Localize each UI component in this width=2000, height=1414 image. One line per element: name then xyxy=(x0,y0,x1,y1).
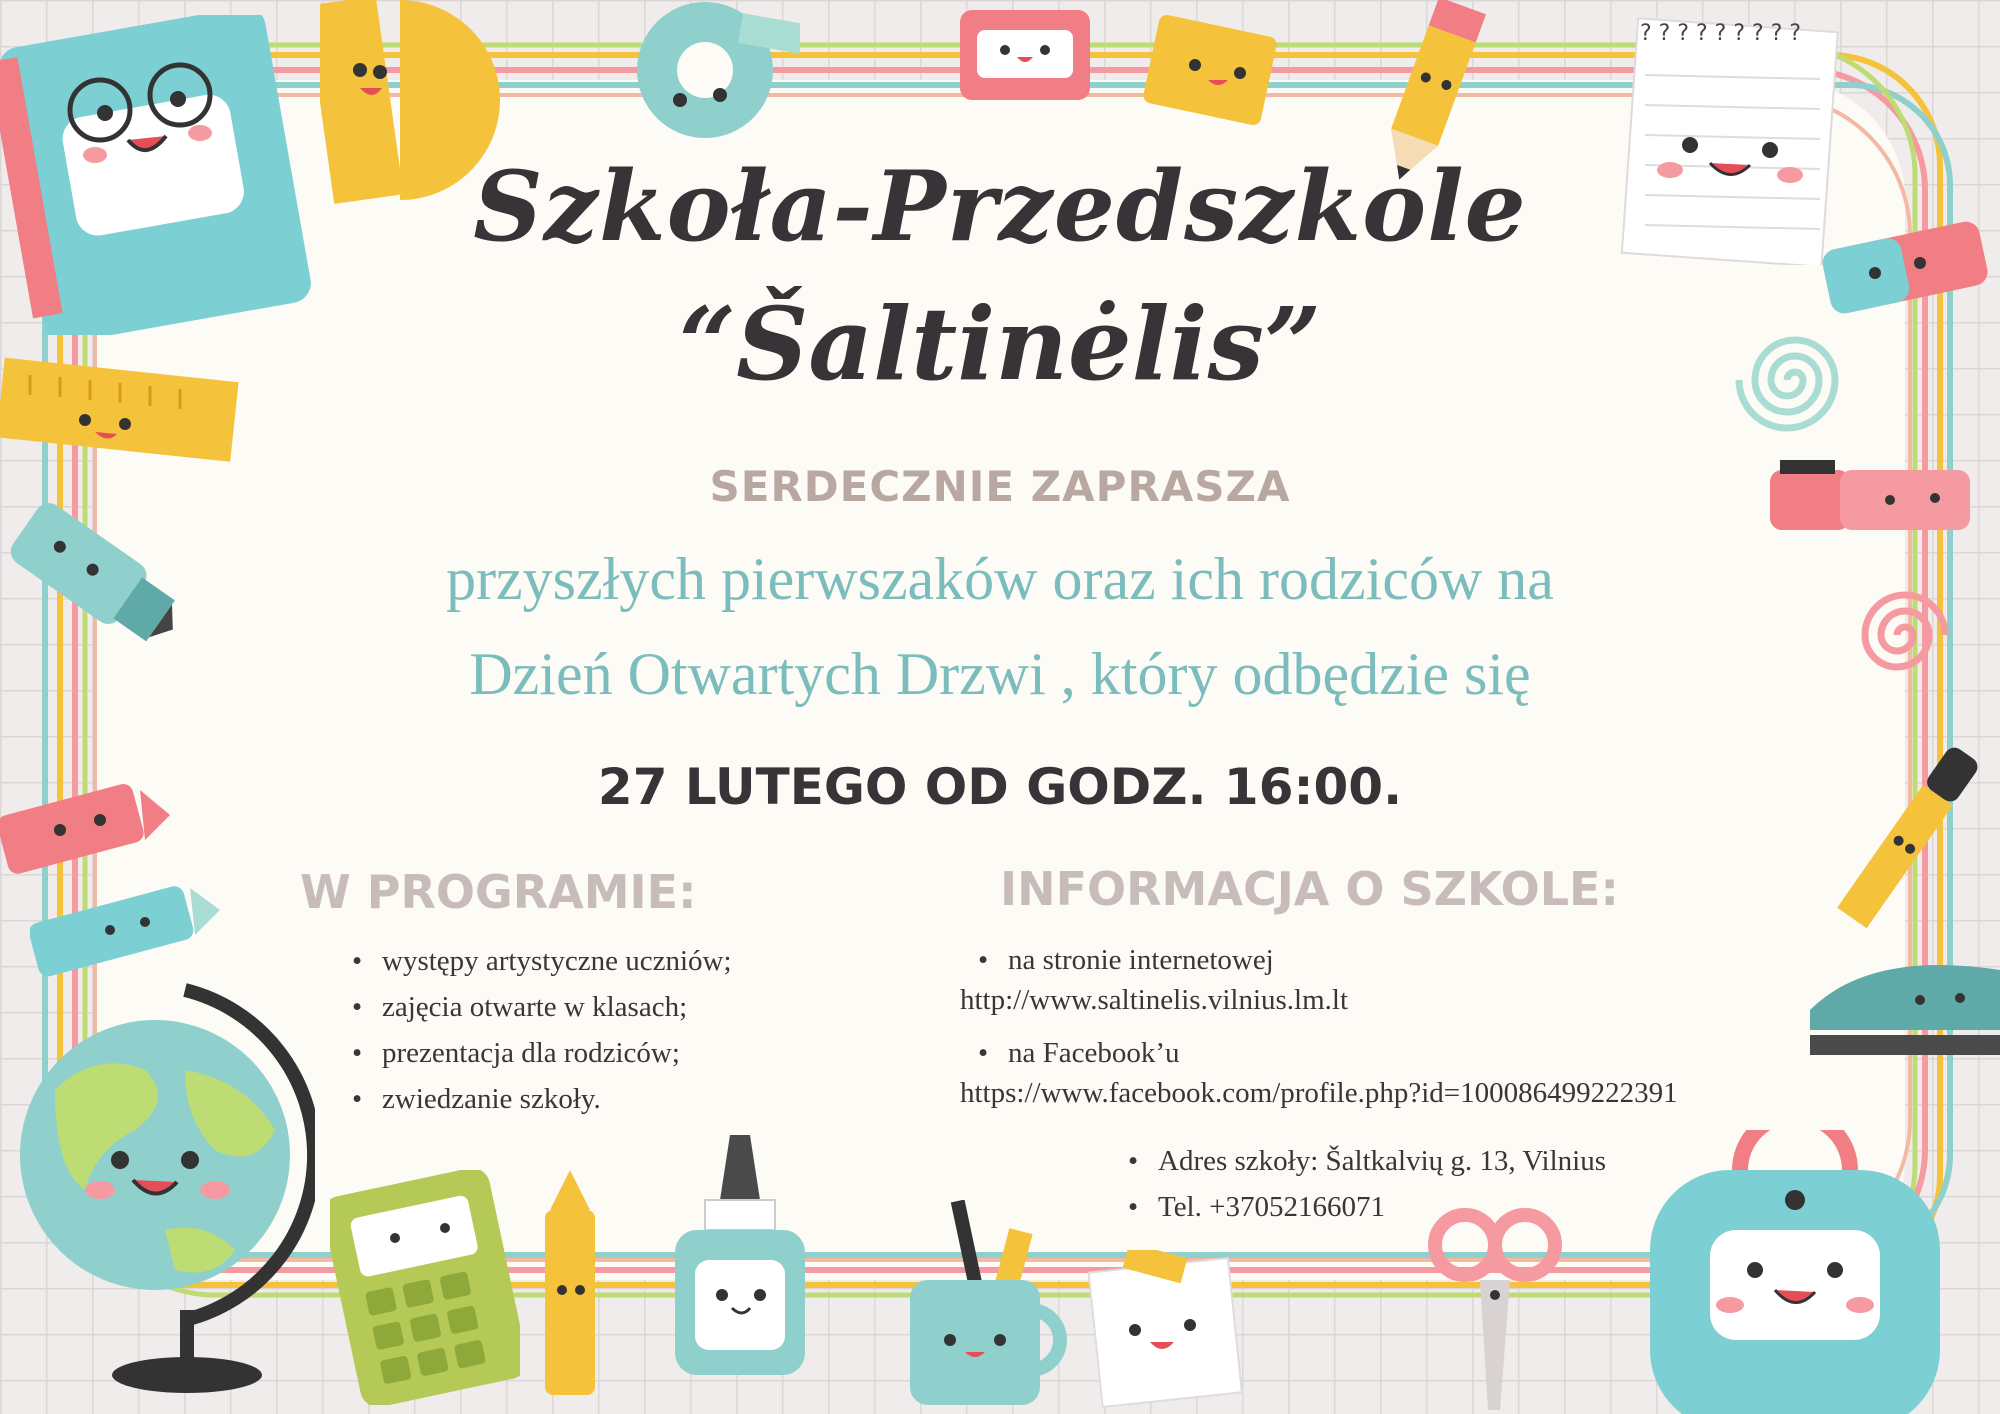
school-address: • Adres szkoły: Šaltkalvių g. 13, Vilnius xyxy=(1128,1138,1688,1184)
crayon-icon xyxy=(30,870,220,980)
crayon-icon xyxy=(530,1170,610,1400)
marker-icon xyxy=(1770,450,1990,550)
invite-heading: SERDECZNIE ZAPRASZA xyxy=(709,462,1291,511)
website-label-list xyxy=(978,937,1478,983)
stapler-icon xyxy=(1800,950,2000,1080)
notebook-icon xyxy=(0,15,330,335)
eraser-icon xyxy=(1140,5,1290,135)
tape-icon xyxy=(620,0,800,150)
glue-icon xyxy=(660,1130,820,1380)
invite-text-line1: przyszłych pierwszaków oraz ich rodziców na xyxy=(446,546,1554,612)
globe-icon xyxy=(15,980,315,1400)
info-heading: INFORMACJA O SZKOLE: xyxy=(1000,862,1619,916)
website-label: • na stronie internetowej xyxy=(978,937,1478,983)
notepad-icon xyxy=(1620,15,1840,265)
program-item: • występy artystyczne uczniów; xyxy=(352,938,872,984)
program-item: • zajęcia otwarte w klasach; xyxy=(352,984,872,1030)
paintbrush-icon xyxy=(1830,740,2000,940)
svg-text:? ? ? ? ? ? ? ? ?: ? ? ? ? ? ? ? ? ? xyxy=(1640,21,1802,46)
program-list xyxy=(352,938,872,1122)
school-title-line1: Szkoła-Przedszkole xyxy=(473,150,1527,263)
program-item: • zwiedzanie szkoły. xyxy=(352,1076,872,1122)
school-title-line2: “Šaltinėlis” xyxy=(678,285,1322,403)
school-phone: • Tel. +37052166071 xyxy=(1128,1184,1688,1230)
calculator-icon xyxy=(330,1170,520,1405)
scissors-icon xyxy=(1420,1200,1570,1410)
facebook-label: • na Facebook’u xyxy=(978,1030,1478,1076)
program-item: • prezentacja dla rodziców; xyxy=(352,1030,872,1076)
sticky-note-icon xyxy=(1085,1250,1245,1410)
program-heading: W PROGRAMIE: xyxy=(300,865,697,919)
website-link[interactable]: http://www.saltinelis.vilnius.lm.lt xyxy=(960,984,1349,1016)
contact-list xyxy=(1128,1138,1688,1230)
facebook-link[interactable]: https://www.facebook.com/profile.php?id=100086499222391 xyxy=(960,1077,1678,1109)
sharpener-icon xyxy=(955,5,1095,110)
mug-icon xyxy=(890,1200,1070,1410)
eraser-icon xyxy=(1820,215,1990,315)
facebook-label-list xyxy=(978,1030,1478,1076)
spiral-icon xyxy=(1840,570,1970,700)
invite-text-line2: Dzień Otwartych Drzwi , który odbędzie się xyxy=(469,641,1531,707)
event-date: 27 LUTEGO OD GODZ. 16:00. xyxy=(597,758,1403,816)
marker-icon xyxy=(0,480,190,670)
crayon-icon xyxy=(0,770,170,880)
ruler-icon xyxy=(0,350,240,470)
spiral-icon xyxy=(1730,315,1860,445)
